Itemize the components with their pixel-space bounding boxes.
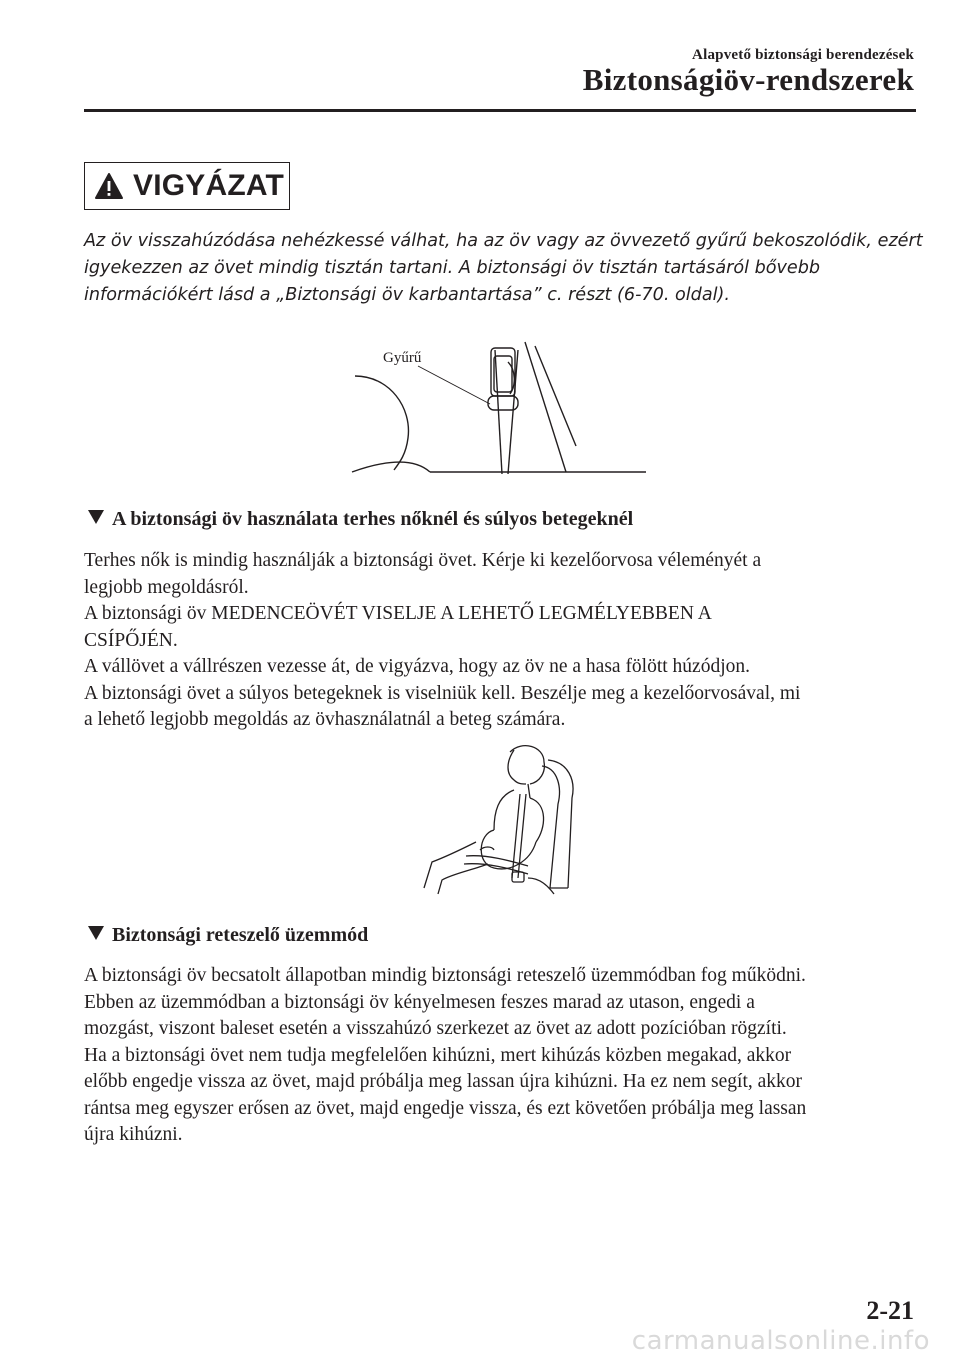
body-line: Ebben az üzemmódban a biztonsági öv kényelmesen feszes marad az utason, engedi a [84, 991, 755, 1013]
body-line: A biztonsági öv becsatolt állapotban mindig biztonsági reteszelő üzemmódban fog működni. [84, 965, 806, 986]
figure-label-ring: Gyűrű [383, 350, 422, 366]
section-body-locking [84, 963, 934, 1149]
section-heading-pregnant [88, 508, 633, 531]
pregnant-woman-seatbelt-illustration [418, 738, 586, 896]
section-heading-locking [88, 924, 368, 947]
body-line: újra kihúzni. [84, 1124, 183, 1145]
section-heading-text: Biztonsági reteszelő üzemmód [112, 924, 369, 946]
body-line: A vállövet a vállrészen vezesse át, de vigyázva, hogy az öv ne a hasa fölött húzódjon. [84, 656, 751, 677]
body-line: előbb engedje vissza az övet, majd próbálja meg lassan újra kihúzni. Ha ez nem segít, akkor [84, 1071, 803, 1092]
body-line: Ha a biztonsági övet nem tudja megfelelően kihúzni, mert kihúzás közben megakad, akkor [84, 1044, 792, 1066]
section-body-pregnant [84, 548, 934, 734]
body-line: Terhes nők is mindig használják a biztonsági övet. Kérje ki kezelőorvosa véleményét a [84, 550, 762, 571]
section-marker-icon [88, 926, 104, 940]
header-divider [84, 109, 916, 112]
body-line: A biztonsági övet a súlyos betegeknek is viselniük kell. Beszélje meg a kezelőorvosával, mi [84, 682, 801, 704]
body-line: mozgást, viszont baleset esetén a visszahúzó szerkezet az övet az adott pozícióban rögzíti. [84, 1018, 787, 1039]
body-line: rántsa meg egyszer erősen az övet, majd engedje vissza, és ezt követően próbálja meg lassan [84, 1097, 807, 1119]
body-line: CSÍPŐJÉN. [84, 629, 178, 651]
watermark: carmanualsonline.info [631, 1326, 930, 1356]
warning-line: információkért lásd a „Biztonsági öv karbantartása” c. részt (6-70. oldal). [84, 285, 730, 305]
body-line: legjobb megoldásról. [84, 576, 249, 598]
warning-line: Az öv visszahúzódása nehézkessé válhat, ha az öv vagy az övvezető gyűrű bekoszolódik, ezért [84, 231, 923, 251]
warning-text [84, 228, 924, 309]
header-subtitle: Alapvető biztonsági berendezések [692, 47, 914, 63]
section-heading-text: A biztonsági öv használata terhes nőknél és súlyos betegeknél [112, 508, 634, 530]
warning-line: igyekezzen az övet mindig tisztán tartani. A biztonsági öv tisztán tartásáról bővebb [84, 258, 821, 278]
body-line: A biztonsági öv MEDENCEÖVÉT VISELJE A LEHETŐ LEGMÉLYEBBEN A [84, 603, 712, 624]
page-title: Biztonságiöv-rendszerek [582, 62, 914, 97]
body-line: a lehető legjobb megoldás az övhasználatnál a beteg számára. [84, 709, 566, 730]
warning-box [84, 162, 290, 210]
warning-label: VIGYÁZAT [133, 169, 285, 202]
section-marker-icon [88, 510, 104, 524]
page-number: 2-21 [866, 1296, 914, 1325]
warning-triangle-icon [94, 172, 124, 200]
